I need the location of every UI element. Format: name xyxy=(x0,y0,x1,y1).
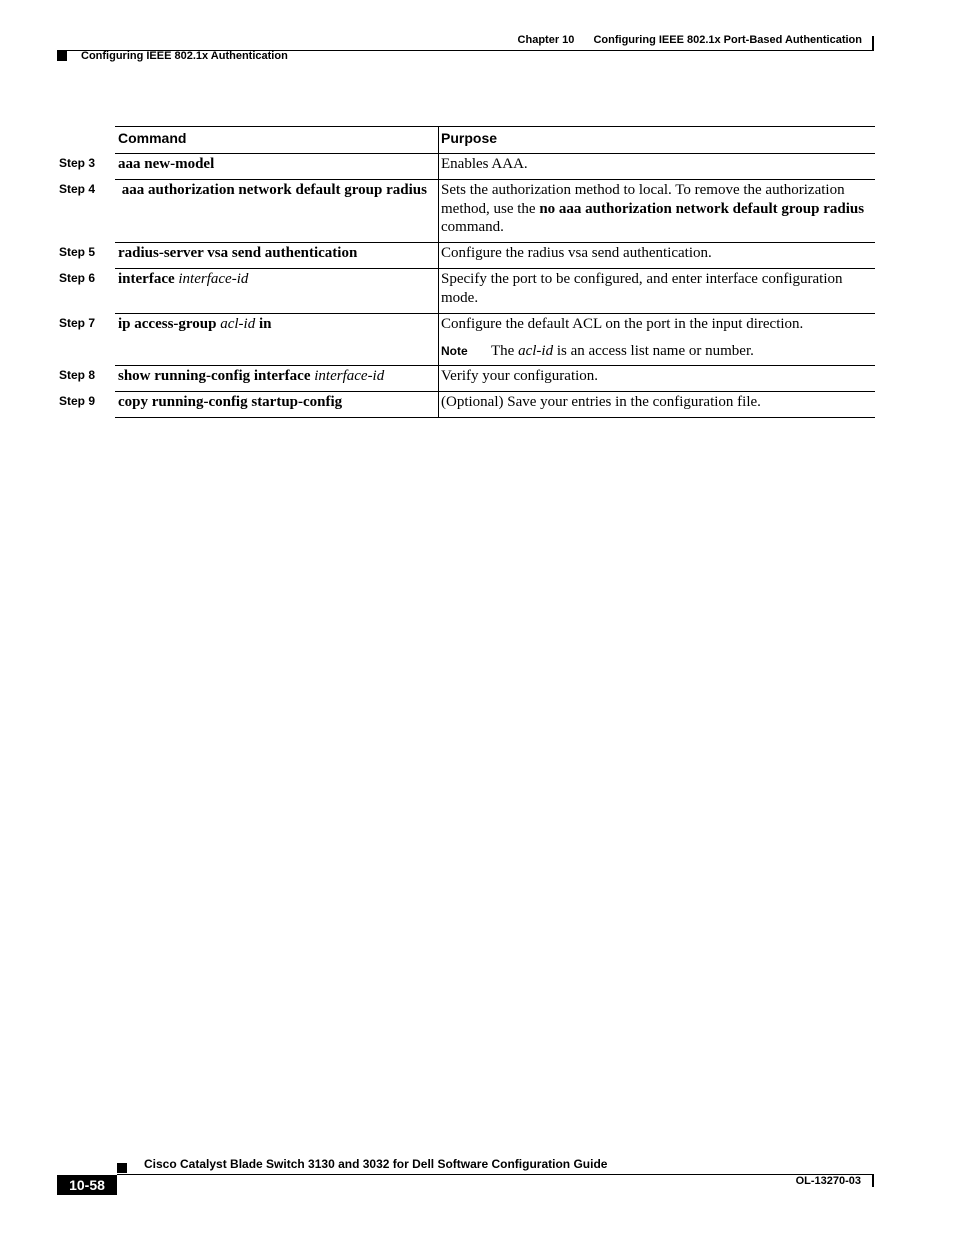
table-row xyxy=(59,242,875,268)
note-label: Note xyxy=(441,343,468,358)
column-divider xyxy=(438,154,439,179)
command-text: show running-config interface xyxy=(118,368,315,384)
note-text-end: is an access list name or number. xyxy=(553,342,754,359)
table-row xyxy=(59,365,875,391)
command-text: ip access-group xyxy=(118,316,221,332)
step-label: Step 7 xyxy=(59,316,96,330)
table-header-row xyxy=(115,126,875,153)
running-header xyxy=(518,34,862,46)
document-id: OL-13270-03 xyxy=(795,1175,861,1187)
table-row xyxy=(59,179,875,242)
guide-title: Cisco Catalyst Blade Switch 3130 and 3032 for Dell Software Configuration Guide xyxy=(144,1157,608,1171)
column-header-command: Command xyxy=(118,130,187,146)
purpose-text-end: command. xyxy=(441,219,504,235)
purpose-cell: Configure the radius vsa send authentication. xyxy=(441,245,712,261)
step-label: Step 9 xyxy=(59,394,96,408)
column-divider xyxy=(438,269,439,313)
purpose-cell: (Optional) Save your entries in the configuration file. xyxy=(441,394,761,410)
command-cell xyxy=(118,314,436,334)
section-title: Configuring IEEE 802.1x Authentication xyxy=(81,50,288,62)
purpose-cell xyxy=(441,314,871,360)
step-label: Step 4 xyxy=(59,182,96,196)
chapter-number: Chapter 10 xyxy=(517,34,575,46)
purpose-text: Configure the default ACL on the port in the input direction. xyxy=(441,316,804,332)
column-divider xyxy=(438,243,439,268)
column-divider xyxy=(438,392,439,417)
column-header-purpose: Purpose xyxy=(441,130,498,146)
footer-marker xyxy=(117,1163,127,1173)
command-keyword: in xyxy=(255,316,272,332)
command-text: aaa authorization network default group radius xyxy=(118,182,427,198)
footer-rule xyxy=(117,1174,874,1175)
command-text: copy running-config startup-config xyxy=(118,394,343,410)
note-argument: acl-id xyxy=(518,342,554,359)
command-argument: interface-id xyxy=(314,368,385,384)
step-label: Step 8 xyxy=(59,368,96,382)
page-number: 10-58 xyxy=(57,1175,117,1195)
chapter-title: Configuring IEEE 802.1x Port-Based Authentication xyxy=(593,34,862,46)
step-label: Step 3 xyxy=(59,156,96,170)
purpose-cell: Specify the port to be configured, and enter interface configuration mode. xyxy=(441,271,843,306)
header-tick xyxy=(872,36,874,50)
step-label: Step 6 xyxy=(59,271,96,285)
purpose-command: no aaa authorization network default group radius xyxy=(539,200,865,217)
command-text: interface xyxy=(118,271,179,287)
command-cell xyxy=(118,154,436,174)
purpose-cell xyxy=(441,180,871,237)
footer-tick xyxy=(872,1175,874,1187)
command-cell xyxy=(118,180,436,200)
command-text: aaa new-model xyxy=(118,156,215,172)
column-divider xyxy=(438,180,439,242)
table-row xyxy=(59,391,875,418)
command-cell xyxy=(118,366,436,386)
purpose-cell: Verify your configuration. xyxy=(441,368,599,384)
purpose-cell: Enables AAA. xyxy=(441,156,528,172)
column-divider xyxy=(438,366,439,391)
column-divider xyxy=(438,314,439,365)
table-row xyxy=(59,313,875,365)
column-divider xyxy=(438,127,439,153)
command-cell xyxy=(118,243,436,263)
command-cell xyxy=(118,269,436,289)
table-row xyxy=(59,153,875,179)
note xyxy=(441,342,871,361)
table-row xyxy=(59,268,875,313)
command-argument: acl-id xyxy=(220,316,256,332)
purpose-text: Sets the authorization method to local. To remove the authorization method, use the xyxy=(441,182,845,217)
step-label: Step 5 xyxy=(59,245,96,259)
procedure-table xyxy=(0,126,954,418)
command-cell xyxy=(118,392,436,412)
note-text: The xyxy=(491,342,519,359)
command-argument: interface-id xyxy=(178,271,249,287)
command-text: radius-server vsa send authentication xyxy=(118,245,358,261)
header-marker xyxy=(57,51,67,61)
